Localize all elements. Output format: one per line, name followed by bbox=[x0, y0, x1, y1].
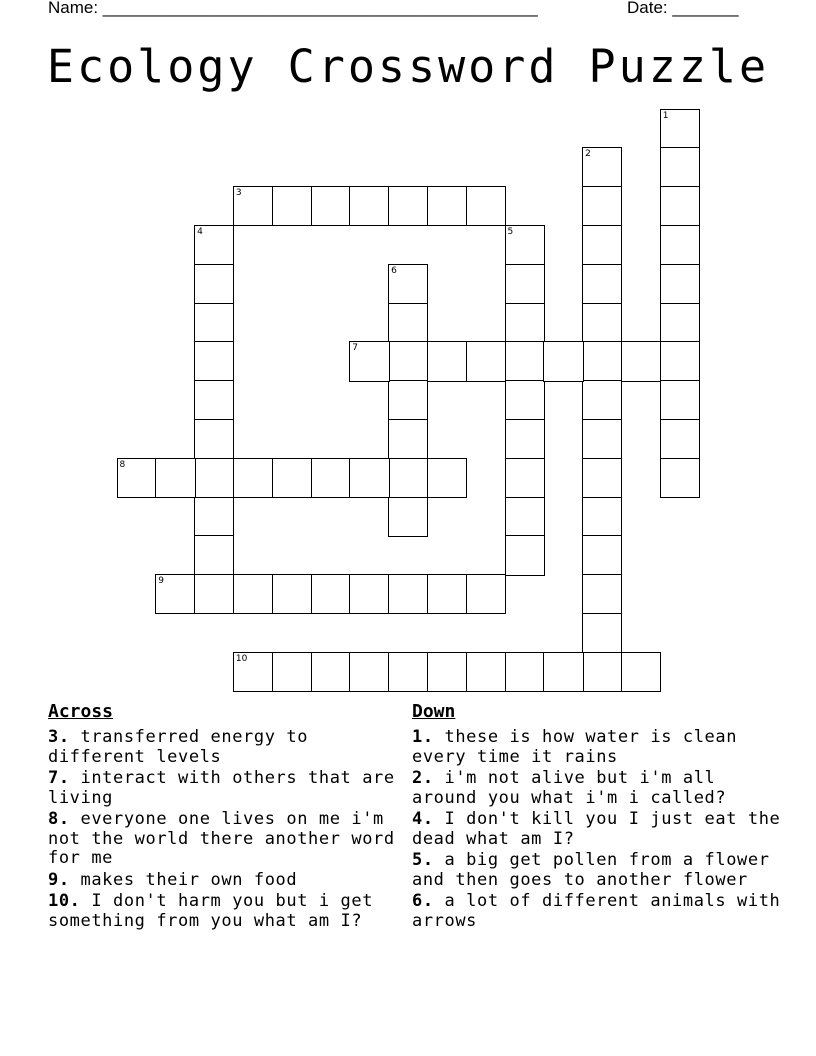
grid-cell[interactable] bbox=[466, 341, 506, 381]
grid-cell[interactable] bbox=[194, 264, 234, 304]
clue-number: 5 bbox=[507, 226, 514, 237]
grid-cell[interactable] bbox=[582, 535, 622, 575]
grid-cell[interactable] bbox=[194, 419, 234, 459]
clue-number-label: 4. bbox=[412, 809, 434, 829]
clue-item bbox=[48, 892, 398, 931]
grid-cell[interactable] bbox=[272, 458, 312, 498]
grid-cell[interactable] bbox=[349, 186, 389, 226]
name-field-label: Name: ______________________________________________ bbox=[48, 0, 538, 17]
clue-item bbox=[412, 851, 782, 890]
grid-cell[interactable] bbox=[194, 225, 234, 265]
grid-cell[interactable] bbox=[233, 186, 273, 226]
grid-cell[interactable] bbox=[311, 574, 351, 614]
clue-number-label: 7. bbox=[48, 768, 70, 788]
grid-cell[interactable] bbox=[155, 574, 195, 614]
grid-cell[interactable] bbox=[505, 341, 545, 381]
grid-cell[interactable] bbox=[660, 147, 700, 187]
grid-cell[interactable] bbox=[349, 341, 389, 381]
clue-number-label: 5. bbox=[412, 850, 434, 870]
grid-cell[interactable] bbox=[117, 458, 157, 498]
down-clues bbox=[412, 702, 782, 933]
clue-text: transferred energy to different levels bbox=[48, 727, 309, 767]
grid-cell[interactable] bbox=[582, 380, 622, 420]
grid-cell[interactable] bbox=[582, 419, 622, 459]
grid-cell[interactable] bbox=[388, 458, 428, 498]
grid-cell[interactable] bbox=[505, 535, 545, 575]
clue-item bbox=[48, 769, 398, 808]
grid-cell[interactable] bbox=[194, 574, 234, 614]
grid-cell[interactable] bbox=[582, 458, 622, 498]
grid-cell[interactable] bbox=[660, 225, 700, 265]
grid-cell[interactable] bbox=[272, 574, 312, 614]
grid-cell[interactable] bbox=[388, 497, 428, 537]
clue-number: 3 bbox=[235, 188, 242, 199]
down-clue-list bbox=[412, 728, 782, 931]
grid-cell[interactable] bbox=[660, 264, 700, 304]
grid-cell[interactable] bbox=[388, 264, 428, 304]
grid-cell[interactable] bbox=[388, 186, 428, 226]
grid-cell[interactable] bbox=[621, 341, 661, 381]
grid-cell[interactable] bbox=[660, 458, 700, 498]
clue-text: i'm not alive but i'm all around you what i'm i called? bbox=[412, 768, 727, 808]
grid-cell[interactable] bbox=[349, 458, 389, 498]
grid-cell[interactable] bbox=[505, 497, 545, 537]
clue-text: I don't harm you but i get something from you what am I? bbox=[48, 891, 374, 931]
grid-cell[interactable] bbox=[582, 147, 622, 187]
down-heading: Down bbox=[412, 701, 456, 722]
grid-cell[interactable] bbox=[543, 341, 583, 381]
grid-cell[interactable] bbox=[233, 458, 273, 498]
grid-cell[interactable] bbox=[427, 186, 467, 226]
grid-cell[interactable] bbox=[349, 652, 389, 692]
grid-cell[interactable] bbox=[388, 303, 428, 343]
grid-cell[interactable] bbox=[155, 458, 195, 498]
grid-cell[interactable] bbox=[505, 652, 545, 692]
grid-cell[interactable] bbox=[582, 225, 622, 265]
clue-number-label: 1. bbox=[412, 727, 434, 747]
clue-text: a big get pollen from a flower and then goes to another flower bbox=[412, 850, 770, 890]
grid-cell[interactable] bbox=[660, 380, 700, 420]
grid-cell[interactable] bbox=[311, 458, 351, 498]
across-clue-list bbox=[48, 728, 398, 931]
grid-cell[interactable] bbox=[621, 652, 661, 692]
clue-text: makes their own food bbox=[69, 869, 298, 890]
grid-cell[interactable] bbox=[505, 303, 545, 343]
grid-cell[interactable] bbox=[388, 341, 428, 381]
grid-cell[interactable] bbox=[311, 186, 351, 226]
date-field-label: Date: _______ bbox=[627, 0, 739, 17]
clue-item bbox=[48, 810, 398, 869]
grid-cell[interactable] bbox=[388, 574, 428, 614]
grid-cell[interactable] bbox=[427, 652, 467, 692]
grid-cell[interactable] bbox=[388, 380, 428, 420]
grid-cell[interactable] bbox=[427, 574, 467, 614]
grid-cell[interactable] bbox=[660, 419, 700, 459]
clue-number: 2 bbox=[585, 149, 591, 160]
clue-item bbox=[412, 728, 782, 767]
grid-cell[interactable] bbox=[660, 109, 700, 149]
page-title: Ecology Crossword Puzzle bbox=[46, 40, 770, 93]
grid-cell[interactable] bbox=[427, 341, 467, 381]
clue-number-label: 2. bbox=[412, 768, 434, 788]
clue-text: a lot of different animals with arrows bbox=[412, 891, 781, 931]
grid-cell[interactable] bbox=[233, 652, 273, 692]
grid-cell[interactable] bbox=[582, 497, 622, 537]
clue-item bbox=[412, 769, 782, 808]
clue-number: 10 bbox=[235, 653, 248, 664]
grid-cell[interactable] bbox=[311, 652, 351, 692]
clue-number: 7 bbox=[352, 343, 359, 354]
grid-cell[interactable] bbox=[194, 458, 234, 498]
clue-number-label: 6. bbox=[412, 891, 434, 911]
grid-cell[interactable] bbox=[466, 574, 506, 614]
clue-number-label: 3. bbox=[48, 727, 70, 747]
grid-cell[interactable] bbox=[543, 652, 583, 692]
grid-cell[interactable] bbox=[660, 303, 700, 343]
clue-number: 8 bbox=[119, 459, 126, 470]
clue-number: 1 bbox=[662, 110, 669, 121]
clue-item bbox=[48, 871, 398, 891]
clue-item bbox=[412, 892, 782, 931]
grid-cell[interactable] bbox=[505, 458, 545, 498]
grid-cell[interactable] bbox=[582, 341, 622, 381]
clue-item bbox=[412, 810, 782, 849]
grid-cell[interactable] bbox=[505, 264, 545, 304]
grid-cell[interactable] bbox=[582, 652, 622, 692]
clue-number: 6 bbox=[391, 265, 397, 276]
across-clues bbox=[48, 702, 398, 933]
grid-cell[interactable] bbox=[194, 341, 234, 381]
clue-number: 9 bbox=[158, 576, 165, 587]
clue-number-label: 10. bbox=[48, 891, 81, 911]
clue-number-label: 9. bbox=[48, 869, 70, 890]
clue-text: I don't kill you I just eat the dead what am I? bbox=[412, 809, 781, 849]
clue-number: 4 bbox=[197, 226, 203, 237]
grid-cell[interactable] bbox=[388, 652, 428, 692]
clue-text: everyone one lives on me i'm not the world there another word for me bbox=[48, 809, 395, 868]
grid-cell[interactable] bbox=[660, 341, 700, 381]
grid-cell[interactable] bbox=[582, 613, 622, 653]
grid-cell[interactable] bbox=[582, 264, 622, 304]
grid-cell[interactable] bbox=[582, 303, 622, 343]
grid-cell[interactable] bbox=[582, 186, 622, 226]
clue-text: these is how water is clean every time it rains bbox=[412, 727, 738, 767]
clue-number-label: 8. bbox=[48, 809, 70, 829]
grid-cell[interactable] bbox=[505, 419, 545, 459]
grid-cell[interactable] bbox=[505, 380, 545, 420]
grid-cell[interactable] bbox=[466, 652, 506, 692]
grid-cell[interactable] bbox=[466, 186, 506, 226]
across-heading: Across bbox=[48, 701, 114, 722]
clue-text: interact with others that are living bbox=[48, 768, 395, 808]
grid-cell[interactable] bbox=[272, 652, 312, 692]
grid-cell[interactable] bbox=[233, 574, 273, 614]
clue-item bbox=[48, 728, 398, 767]
grid-cell[interactable] bbox=[194, 380, 234, 420]
grid-cell[interactable] bbox=[505, 225, 545, 265]
grid-cell[interactable] bbox=[660, 186, 700, 226]
grid-cell[interactable] bbox=[272, 186, 312, 226]
grid-cell[interactable] bbox=[582, 574, 622, 614]
grid-cell[interactable] bbox=[349, 574, 389, 614]
grid-cell[interactable] bbox=[388, 419, 428, 459]
grid-cell[interactable] bbox=[427, 458, 467, 498]
grid-cell[interactable] bbox=[194, 497, 234, 537]
grid-cell[interactable] bbox=[194, 535, 234, 575]
grid-cell[interactable] bbox=[194, 303, 234, 343]
